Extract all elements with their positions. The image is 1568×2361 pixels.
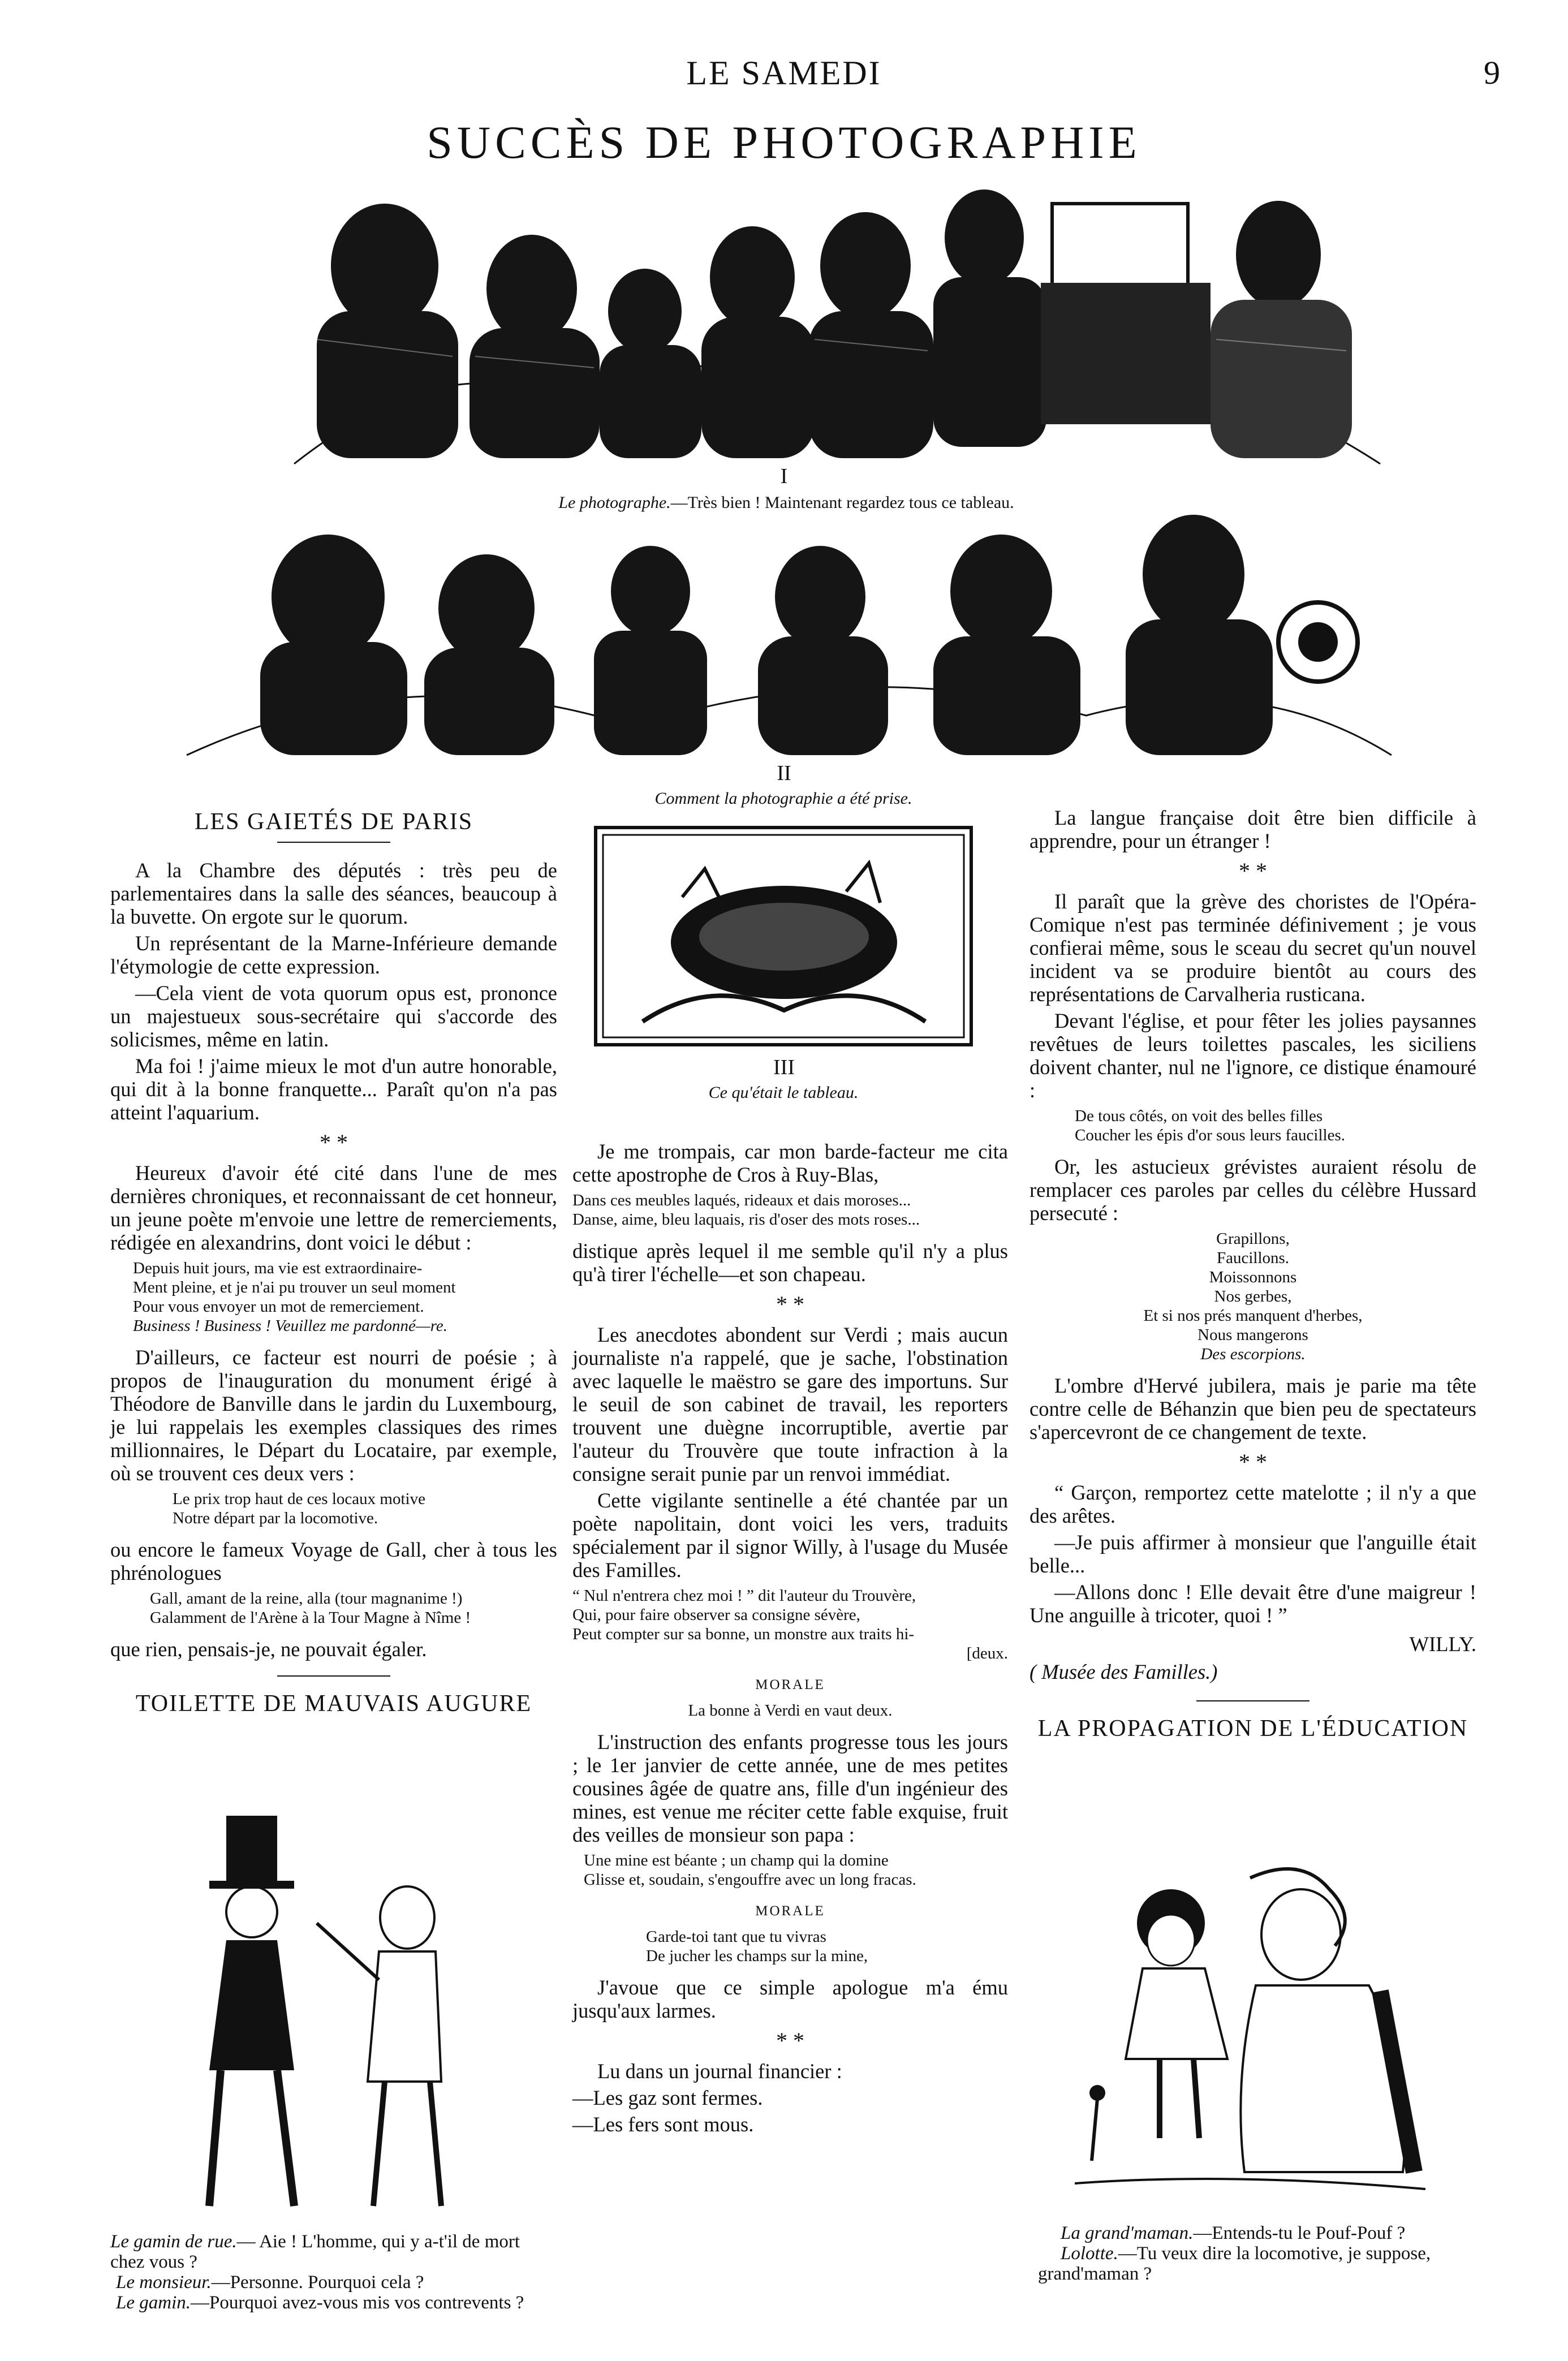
verse-line: De tous côtés, on voit des belles filles xyxy=(1075,1107,1323,1125)
verse-line: Danse, aime, bleu laquais, ris d'oser des mots roses... xyxy=(572,1210,920,1229)
speech-text: —Personne. Pourquoi cela ? xyxy=(211,2272,424,2293)
verse-block xyxy=(584,1851,1008,1889)
signature: WILLY. xyxy=(1409,1632,1476,1656)
section-title-toilette: TOILETTE DE MAUVAIS AUGURE xyxy=(135,1691,532,1717)
asterism: * * xyxy=(320,1130,348,1155)
caption-line xyxy=(110,2231,557,2272)
verse-block xyxy=(646,1927,1008,1966)
verse-line: Coucher les épis d'or sous leurs faucilles. xyxy=(1075,1126,1345,1144)
toilette-caption xyxy=(110,2231,557,2313)
speech-text: —Tu veux dire la locomotive, je suppose, grand'maman ? xyxy=(1038,2243,1431,2284)
paragraph: J'avoue que ce simple apologue m'a ému jusqu'aux larmes. xyxy=(572,1976,1008,2022)
verse-line: Garde-toi tant que tu vivras xyxy=(646,1928,826,1946)
paragraph: La langue française doit être bien difficile à apprendre, pour un étranger ! xyxy=(1029,806,1476,852)
caption-line xyxy=(110,2272,557,2293)
verse-line: Business ! Business ! Veuillez me pardonné—re. xyxy=(133,1317,448,1335)
verse-line: Dans ces meubles laqués, rideaux et dais moroses... xyxy=(572,1191,911,1209)
morale-text: La bonne à Verdi en vaut deux. xyxy=(688,1701,893,1720)
verse-line: Gall, amant de la reine, alla (tour magnanime !) xyxy=(150,1589,463,1608)
source-credit: ( Musée des Familles.) xyxy=(1029,1660,1218,1683)
paragraph: —Les fers sont mous. xyxy=(572,2113,754,2136)
paragraph: Un représentant de la Marne-Inférieure demande l'étymologie de cette expression. xyxy=(110,932,557,978)
column-3 xyxy=(1029,806,1476,1748)
asterism: * * xyxy=(1239,858,1267,884)
paragraph: Devant l'église, et pour fêter les jolies paysannes revêtues de leurs toilettes pascales, les siciliens doivent chanter, nul ne l'ignore, ce distique énamouré : xyxy=(1029,1009,1476,1102)
speech-text: —Pourquoi avez-vous mis vos contrevents ? xyxy=(191,2293,524,2313)
verse-block xyxy=(572,1191,1008,1229)
verse-line: Des escorpions. xyxy=(1200,1345,1306,1363)
verse-block xyxy=(1029,1229,1476,1364)
verse-line: Notre départ par la locomotive. xyxy=(173,1509,378,1527)
verse-line: Moissonnons xyxy=(1209,1268,1297,1286)
verse-block xyxy=(150,1589,557,1627)
paragraph: Lu dans un journal financier : xyxy=(597,2060,842,2083)
paragraph: “ Garçon, remportez cette matelotte ; il n'y a que des arêtes. xyxy=(1029,1481,1476,1527)
divider xyxy=(277,842,390,843)
verse-line: [deux. xyxy=(966,1644,1008,1662)
paragraph: distique après lequel il me semble qu'il n'y a plus qu'à tirer l'échelle—et son chapeau. xyxy=(572,1239,1008,1286)
verse-line: Nous mangerons xyxy=(1197,1326,1308,1344)
morale-label: MORALE xyxy=(755,1677,825,1692)
verse-line: Pour vous envoyer un mot de remerciement. xyxy=(133,1298,424,1316)
verse-line: Grapillons, xyxy=(1216,1230,1290,1248)
speaker-name: Le monsieur. xyxy=(116,2272,212,2293)
paragraph: Je me trompais, car mon barde-facteur me cita cette apostrophe de Cros à Ruy-Blas, xyxy=(572,1140,1008,1186)
speaker-name: Le gamin de rue. xyxy=(110,2231,237,2252)
paragraph: Heureux d'avoir été cité dans l'une de mes dernières chroniques, et reconnaissant de cet honneur, un jeune poète m'envoie une lettre de remerciements, rédigée en alexandrins, dont voici le début : xyxy=(110,1161,557,1254)
paragraph: Or, les astucieux grévistes auraient résolu de remplacer ces paroles par celles du célèbre Hussard persecuté : xyxy=(1029,1155,1476,1225)
paragraph: que rien, pensais-je, ne pouvait égaler. xyxy=(110,1638,427,1661)
panel-1-speaker: Le photographe. xyxy=(558,493,671,512)
panel-3-caption: Ce qu'était le tableau. xyxy=(708,1083,859,1102)
paragraph: —Je puis affirmer à monsieur que l'anguille était belle... xyxy=(1029,1531,1476,1577)
panel-2-caption: Comment la photographie a été prise. xyxy=(654,789,912,808)
paragraph: L'instruction des enfants progresse tous les jours ; le 1er janvier de cette année, une de mes petites cousines âgée de quatre ans, fille d'un ingénieur des mines, est venue me réciter cette fable exquise, fruit des veilles de monsieur son papa : xyxy=(572,1730,1008,1846)
photographer-illustration-2 xyxy=(181,512,1397,761)
toilette-illustration xyxy=(147,1810,515,2229)
paragraph: Les anecdotes abondent sur Verdi ; mais aucun journaliste n'a rappelé, que je sache, l'obstination avec laquelle le maëstro se gare des importuns. Sur le seuil de son cabinet de travail, les reporters trouvent une duègne incorruptible, avertie par l'auteur du Trouvère que toute infraction à la consigne serait punie par un renvoi immédiat. xyxy=(572,1323,1008,1485)
speech-text: — Aie ! L'homme, qui y a-t'il de mort chez vous ? xyxy=(110,2231,520,2272)
speech-text: —Entends-tu le Pouf-Pouf ? xyxy=(1193,2223,1406,2243)
paragraph: A la Chambre des députés : très peu de parlementaires dans la salle des séances, beaucoup à la buvette. On ergote sur le quorum. xyxy=(110,859,557,928)
panel-3-numeral: III xyxy=(773,1055,795,1079)
morale-label: MORALE xyxy=(755,1903,825,1919)
caption-line xyxy=(110,2293,557,2313)
panel-1-speech: —Très bien ! Maintenant regardez tous ce tableau. xyxy=(670,493,1014,512)
divider xyxy=(1196,1700,1309,1701)
section-title-education: LA PROPAGATION DE L'ÉDUCATION xyxy=(1037,1716,1468,1742)
paragraph: Il paraît que la grève des choristes de l'Opéra-Comique n'est pas terminée définivement ; je vous confierai même, sous le sceau du secret qu'un nouvel incident va se produire bientôt au cours des représentations de Carvalheria rusticana. xyxy=(1029,890,1476,1006)
verse-line: Une mine est béante ; un champ qui la domine xyxy=(584,1851,889,1869)
asterism: * * xyxy=(1239,1449,1267,1475)
tableau-illustration xyxy=(594,826,973,1046)
verse-line: Et si nos prés manquent d'herbes, xyxy=(1143,1307,1363,1325)
caption-line xyxy=(1038,2243,1479,2284)
verse-line: Ment pleine, et je n'ai pu trouver un seul moment xyxy=(133,1278,456,1296)
section-title-gaietes: LES GAIETÉS DE PARIS xyxy=(194,809,473,835)
panel-1-numeral: I xyxy=(780,464,788,488)
verse-line: Faucillons. xyxy=(1216,1249,1290,1267)
verse-line: “ Nul n'entrera chez moi ! ” dit l'auteur du Trouvère, xyxy=(572,1587,916,1605)
page-title: SUCCÈS DE PHOTOGRAPHIE xyxy=(427,117,1141,168)
paragraph: Cette vigilante sentinelle a été chantée par un poète napolitain, dont voici les vers, traduits spécialement par il signor Willy, à l'usage du Musée des Familles. xyxy=(572,1489,1008,1582)
panel-2-numeral: II xyxy=(777,761,791,785)
column-1 xyxy=(110,806,557,1724)
paragraph: L'ombre d'Hervé jubilera, mais je parie ma tête contre celle de Béhanzin que bien peu de spectateurs s'apercevront de ce changement de texte. xyxy=(1029,1374,1476,1444)
verse-block xyxy=(572,1586,1008,1663)
verse-block xyxy=(133,1259,557,1335)
speaker-name: La grand'maman. xyxy=(1061,2223,1194,2243)
verse-line: De jucher les champs sur la mine, xyxy=(646,1947,868,1965)
education-caption xyxy=(1038,2223,1479,2284)
paragraph: ou encore le fameux Voyage de Gall, cher à tous les phrénologues xyxy=(110,1538,557,1584)
panel-1-caption xyxy=(453,493,1120,512)
verse-block xyxy=(1075,1106,1476,1145)
verse-line: Qui, pour faire observer sa consigne sévère, xyxy=(572,1606,860,1624)
verse-line: Glisse et, soudain, s'engouffre avec un long fracas. xyxy=(584,1871,916,1889)
verse-line: Galamment de l'Arène à la Tour Magne à Nîme ! xyxy=(150,1609,471,1627)
page-number: 9 xyxy=(1484,54,1500,91)
speaker-name: Le gamin. xyxy=(116,2293,191,2313)
education-illustration xyxy=(1063,1855,1437,2206)
paragraph: —Les gaz sont fermes. xyxy=(572,2086,763,2109)
photographer-illustration-1 xyxy=(283,170,1392,469)
paragraph: —Allons donc ! Elle devait être d'une maigreur ! Une anguille à tricoter, quoi ! ” xyxy=(1029,1580,1476,1627)
verse-line: Le prix trop haut de ces locaux motive xyxy=(173,1490,425,1508)
paragraph: —Cela vient de vota quorum opus est, prononce un majestueux sous-secrétaire qui s'accorde des solicismes, même en latin. xyxy=(110,981,557,1051)
speaker-name: Lolotte. xyxy=(1061,2243,1118,2264)
paragraph: Ma foi ! j'aime mieux le mot d'un autre honorable, qui dit à la bonne franquette... Paraît qu'on n'a pas atteint l'aquarium. xyxy=(110,1054,557,1124)
asterism: * * xyxy=(776,1291,804,1317)
divider xyxy=(277,1675,390,1677)
caption-line xyxy=(1038,2223,1479,2243)
asterism: * * xyxy=(776,2028,804,2053)
verse-line: Nos gerbes, xyxy=(1214,1287,1292,1306)
column-2 xyxy=(572,1140,1008,2139)
journal-masthead: LE SAMEDI xyxy=(686,54,882,92)
verse-line: Peut compter sur sa bonne, un monstre aux traits hi- xyxy=(572,1625,915,1643)
verse-line: Depuis huit jours, ma vie est extraordinaire- xyxy=(133,1259,423,1277)
paragraph: D'ailleurs, ce facteur est nourri de poésie ; à propos de l'inauguration du monument érigé à Théodore de Banville dans le jardin du Luxembourg, je lui rappelais les exemples classiques des rimes millionnaires, le Départ du Locataire, par exemple, où se trouvent ces deux vers : xyxy=(110,1346,557,1485)
verse-block xyxy=(173,1489,557,1528)
